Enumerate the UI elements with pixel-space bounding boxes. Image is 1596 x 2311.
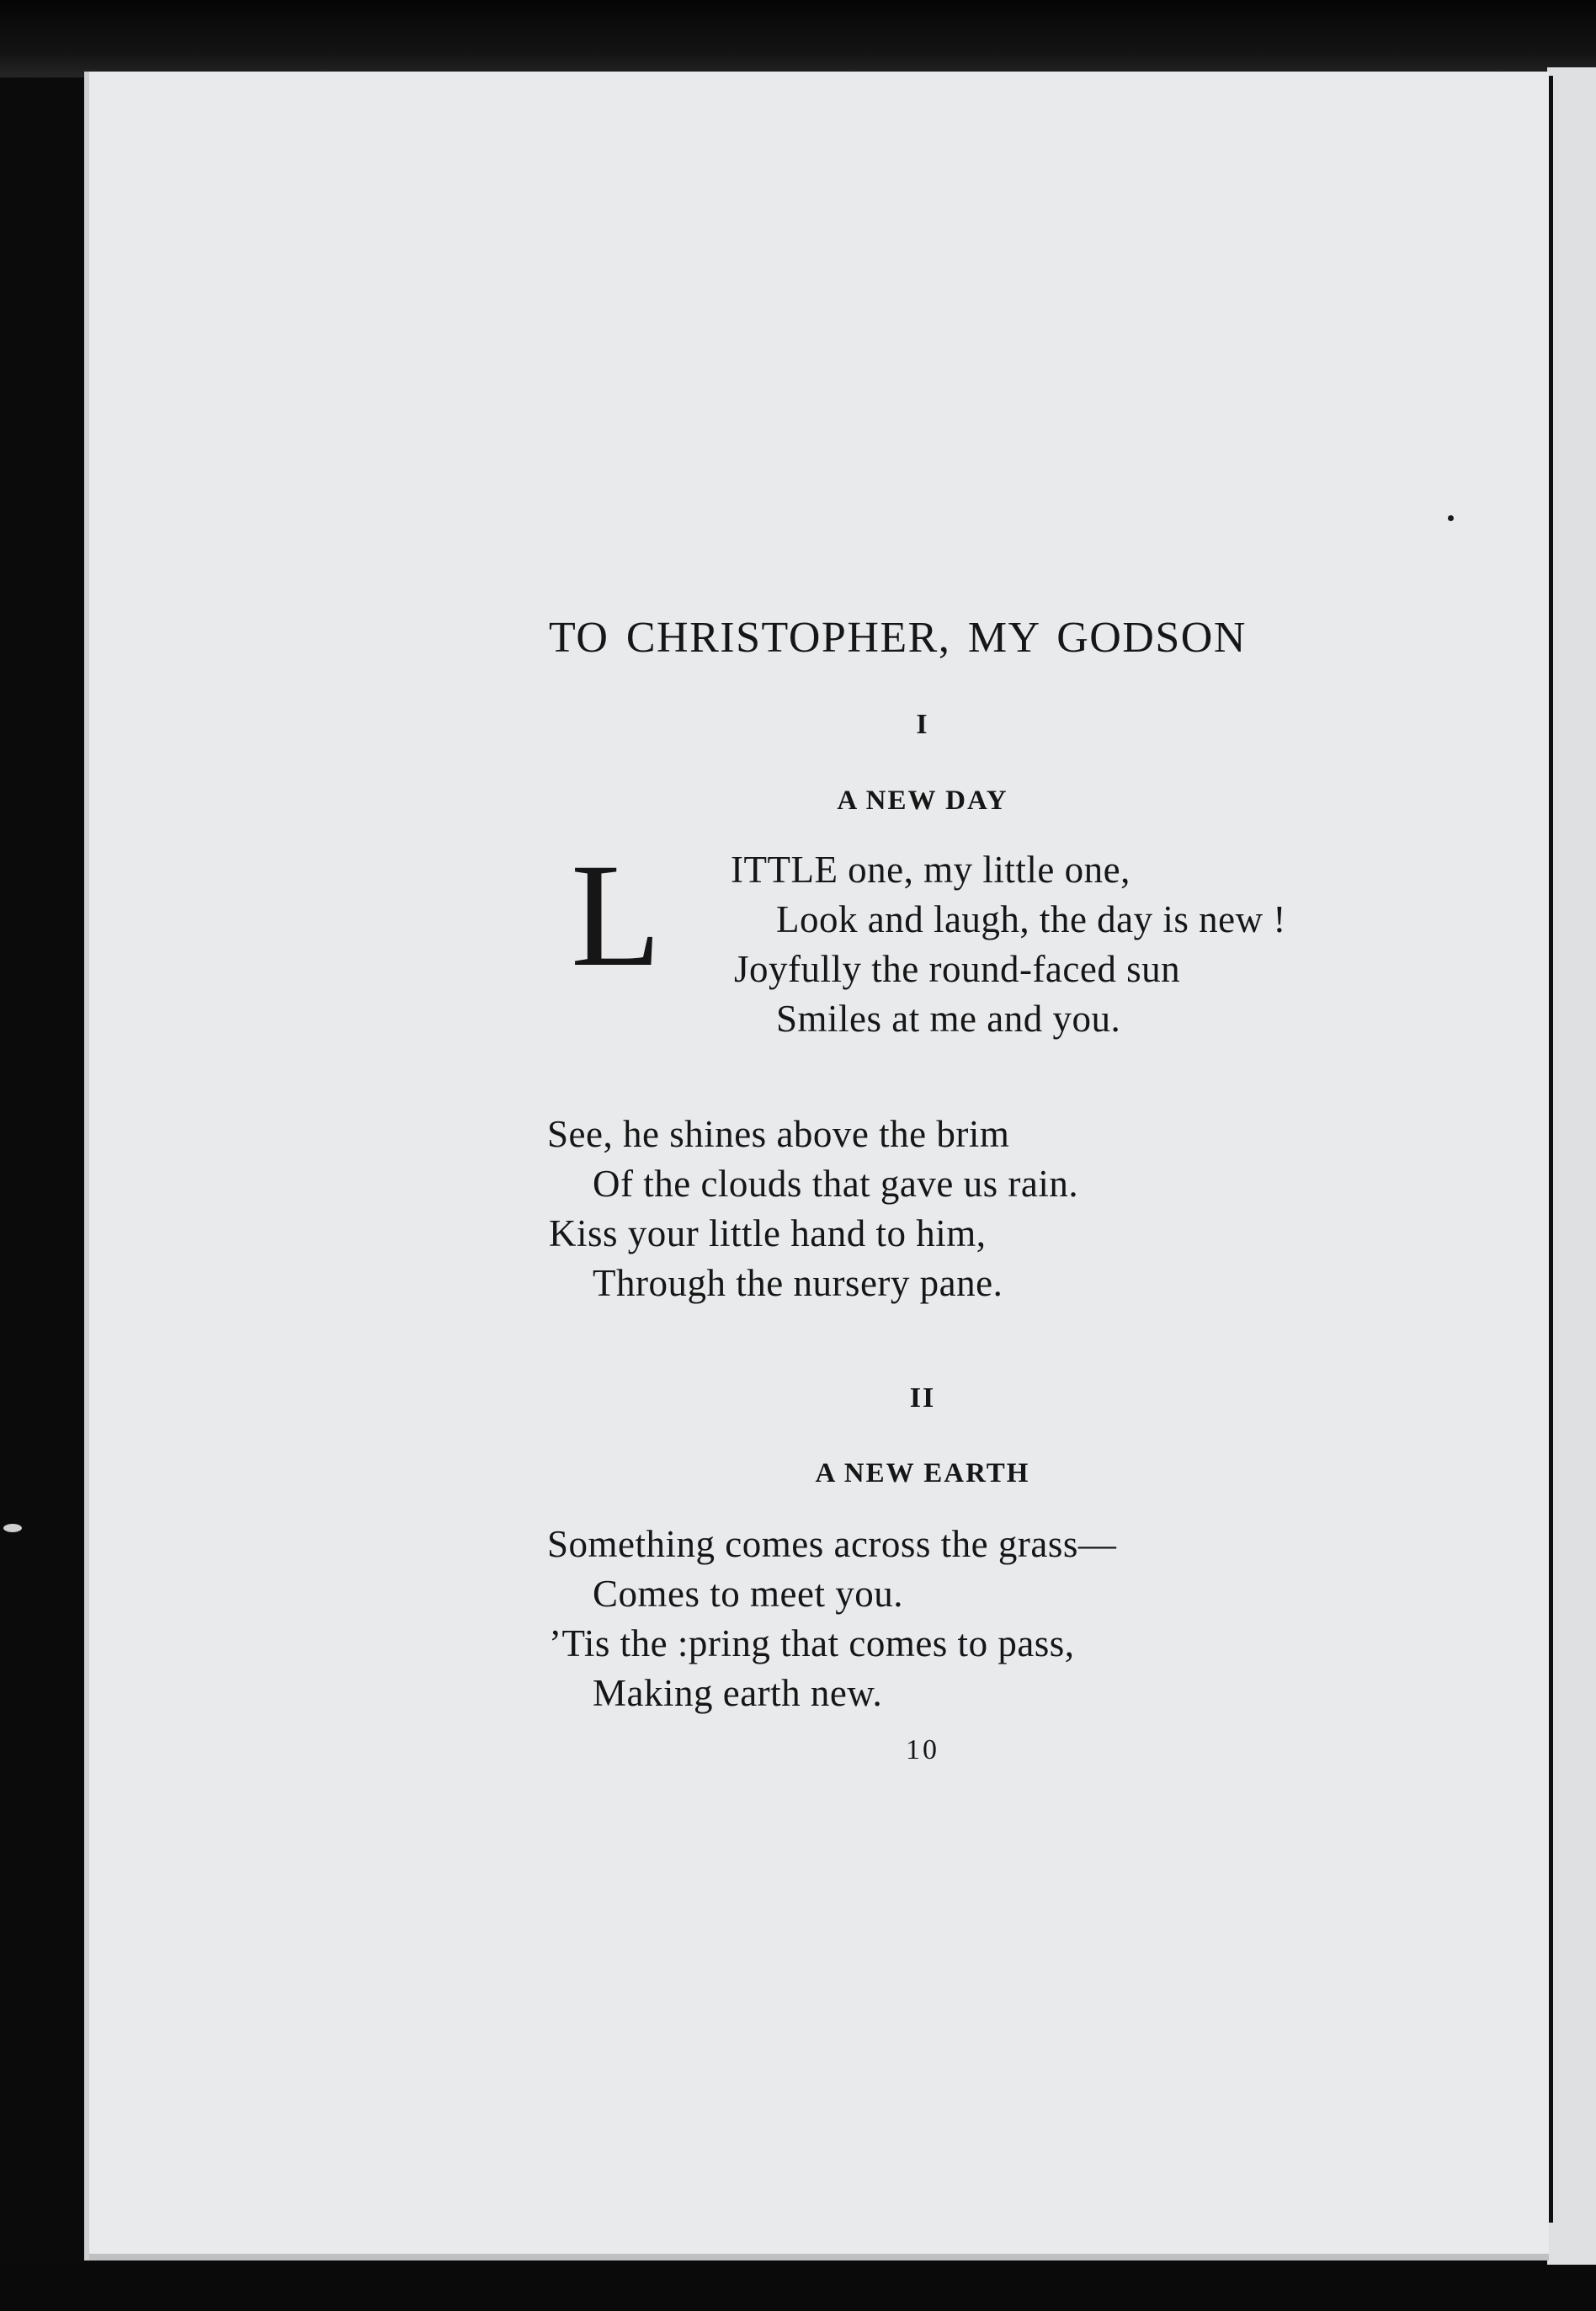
verse-line: ’Tis the :pring that comes to pass, [549,1622,1075,1664]
verse-line: Look and laugh, the day is new ! [776,898,1286,940]
section-title-2: A NEW EARTH [815,1458,1030,1488]
section-title-1: A NEW DAY [837,785,1008,816]
verse-line: ITTLE one, my little one, [731,849,1130,891]
scan-speck [3,1524,22,1532]
page-edge-rule [1549,76,1553,2223]
verse-line: Something comes across the grass— [547,1523,1117,1565]
drop-cap: L [571,833,662,998]
verse-line: Through the nursery pane. [593,1262,1003,1304]
verse-line: Smiles at me and you. [776,998,1121,1040]
next-page-edge [1547,67,1596,2290]
verse-line: Making earth new. [593,1672,883,1714]
verse-line: Joyfully the round-faced sun [734,948,1181,990]
section-numeral-2: II [909,1382,936,1414]
poem-title: TO CHRISTOPHER, MY GODSON [549,614,1247,662]
page-number: 10 [906,1734,939,1765]
verse-line: See, he shines above the brim [547,1113,1010,1155]
verse-line: Of the clouds that gave us rain. [593,1163,1079,1205]
verse-line: Kiss your little hand to him, [549,1212,987,1254]
scan-top-border [0,0,1596,77]
verse-line: Comes to meet you. [593,1573,903,1615]
section-numeral-1: I [916,709,929,740]
scan-speck [1448,515,1454,521]
scan-bottom-border [0,2265,1596,2311]
